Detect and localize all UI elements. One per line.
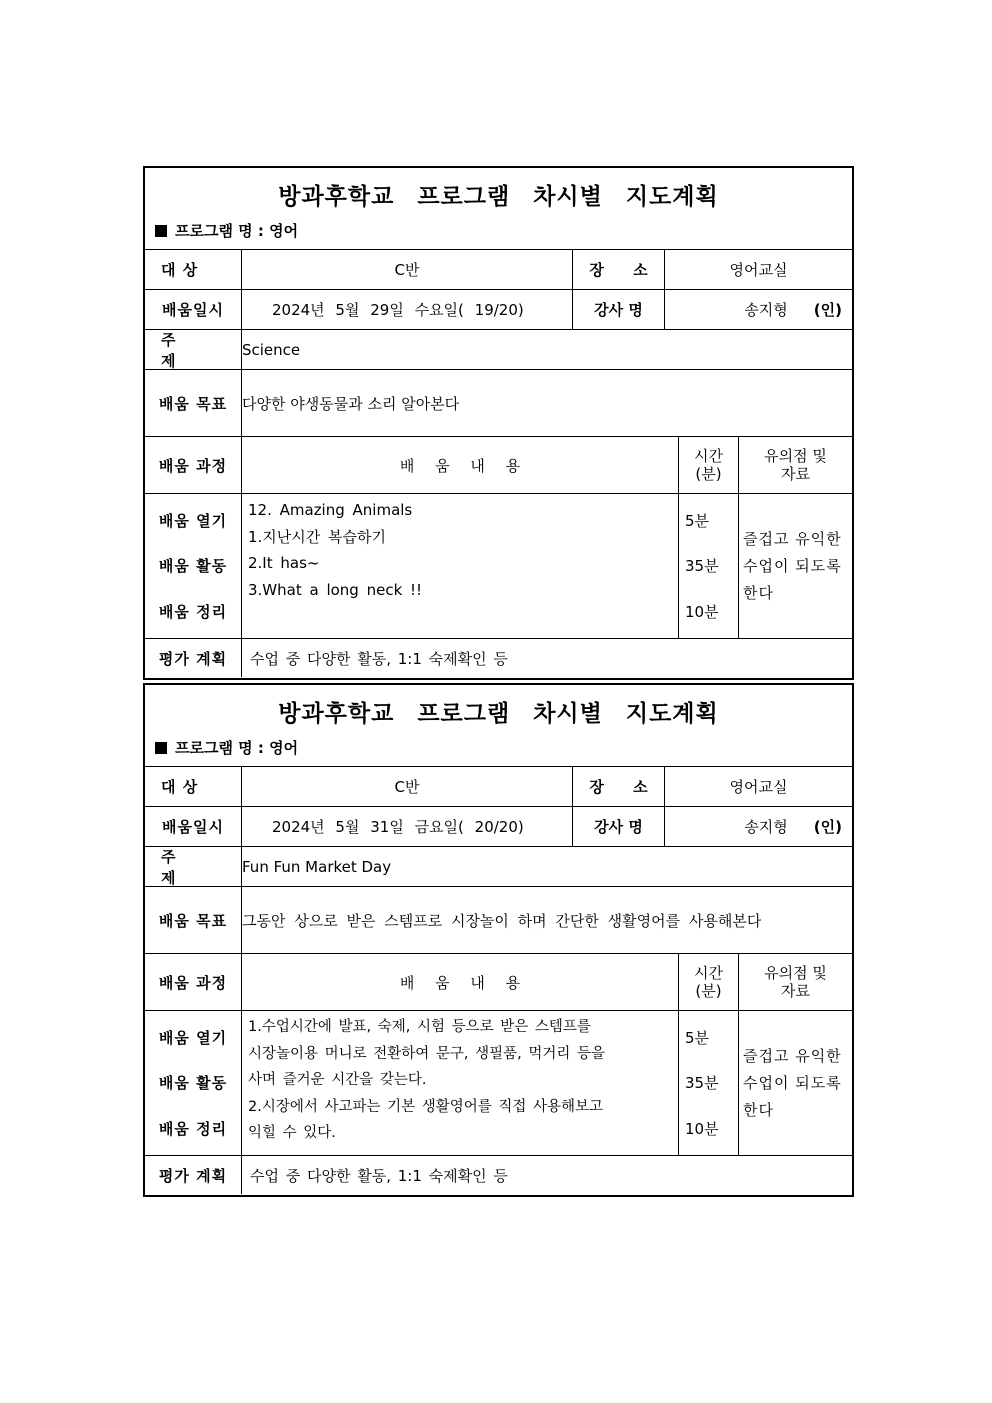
process-body-row <box>145 1011 852 1156</box>
target-row <box>145 250 852 290</box>
target-label-text: 대 상 <box>161 261 199 279</box>
time-list <box>679 494 739 638</box>
stage-close: 배움 정리 <box>158 1119 228 1138</box>
eval-value: 수업 중 다양한 활동, 1:1 숙제확인 등 <box>250 649 508 668</box>
time-list <box>679 1011 739 1155</box>
topic-label <box>145 847 242 886</box>
topic-value: Fun Fun Market Day <box>242 857 392 876</box>
activity-line: 12. Amazing Animals <box>248 501 413 519</box>
place-value: 영어교실 <box>729 778 788 796</box>
eval-label: 평가 계획 <box>145 1156 242 1194</box>
target-label <box>145 250 242 289</box>
stage-open: 배움 열기 <box>158 1029 228 1048</box>
program-name <box>155 737 298 758</box>
activity-line: 2.It has~ <box>248 554 320 572</box>
stage-open: 배움 열기 <box>158 512 228 531</box>
note-label-line1: 유의점 및 <box>764 447 827 465</box>
program-name <box>155 220 298 241</box>
seal-mark: (인) <box>813 301 842 319</box>
goal-row <box>145 370 852 437</box>
time-label <box>679 954 739 1010</box>
date-label: 배움일시 <box>145 807 242 846</box>
activity-list <box>242 1011 679 1155</box>
plan-header <box>145 168 852 250</box>
teacher-label: 강사 명 <box>573 807 665 846</box>
date-row <box>145 290 852 330</box>
goal-value: 그동안 상으로 받은 스템프로 시장놀이 하며 간단한 생활영어를 사용해본다 <box>242 911 762 930</box>
topic-label <box>145 330 242 369</box>
activity-list <box>242 494 679 638</box>
plan-header <box>145 685 852 767</box>
note-value: 즐겁고 유익한 수업이 되도록 한다 <box>743 1046 842 1119</box>
process-header-row <box>145 437 852 494</box>
target-value: C반 <box>242 767 573 806</box>
goal-label: 배움 목표 <box>145 887 242 953</box>
time-label-line2: (분) <box>695 982 722 1000</box>
note-label <box>739 437 852 493</box>
teacher-value <box>665 290 852 329</box>
process-header-row <box>145 954 852 1011</box>
target-value: C반 <box>242 250 573 289</box>
teacher-name: 송지형 <box>744 818 788 836</box>
time-open: 5분 <box>685 512 710 531</box>
square-bullet-icon <box>155 742 167 754</box>
goal-value: 다양한 야생동물과 소리 알아본다 <box>242 394 460 413</box>
eval-value: 수업 중 다양한 활동, 1:1 숙제확인 등 <box>250 1166 508 1185</box>
stage-list <box>145 494 242 638</box>
place-label: 장 소 <box>573 767 665 806</box>
date-value: 2024년 5월 29일 수요일( 19/20) <box>242 290 573 329</box>
time-activity: 35분 <box>685 1074 719 1093</box>
topic-label-text: 주 제 <box>161 847 177 886</box>
content-label: 배 움 내 용 <box>242 437 679 493</box>
target-label <box>145 767 242 806</box>
note-label <box>739 954 852 1010</box>
time-label-line1: 시간 <box>694 964 723 982</box>
lesson-plan-1 <box>143 166 854 680</box>
note-label-line1: 유의점 및 <box>764 964 827 982</box>
activity-line: 사며 즐거운 시간을 갖는다. <box>248 1072 427 1088</box>
time-close: 10분 <box>685 1119 719 1138</box>
stage-list <box>145 1011 242 1155</box>
process-label: 배움 과정 <box>145 437 242 493</box>
eval-label: 평가 계획 <box>145 639 242 677</box>
topic-row <box>145 847 852 887</box>
date-row <box>145 807 852 847</box>
note-label-line2: 자료 <box>781 982 810 1000</box>
topic-row <box>145 330 852 370</box>
activity-line: 1.수업시간에 발표, 숙제, 시험 등으로 받은 스템프를 <box>248 1019 591 1035</box>
content-label: 배 움 내 용 <box>242 954 679 1010</box>
stage-close: 배움 정리 <box>158 602 228 621</box>
plan-title: 방과후학교 프로그램 차시별 지도계획 <box>278 184 719 210</box>
target-row <box>145 767 852 807</box>
activity-line: 시장놀이용 머니로 전환하여 문구, 생필품, 먹거리 등을 <box>248 1045 606 1062</box>
time-open: 5분 <box>685 1029 710 1048</box>
eval-row <box>145 639 852 677</box>
stage-activity: 배움 활동 <box>158 1074 228 1093</box>
teacher-name: 송지형 <box>744 301 788 319</box>
target-label-text: 대 상 <box>161 778 199 796</box>
plan-title: 방과후학교 프로그램 차시별 지도계획 <box>278 701 719 727</box>
lesson-plan-2 <box>143 683 854 1197</box>
activity-line: 익힐 수 있다. <box>248 1125 336 1141</box>
eval-row <box>145 1156 852 1194</box>
process-label: 배움 과정 <box>145 954 242 1010</box>
date-value: 2024년 5월 31일 금요일( 20/20) <box>242 807 573 846</box>
place-value: 영어교실 <box>729 261 788 279</box>
time-label <box>679 437 739 493</box>
activity-line: 2.시장에서 사고파는 기본 생활영어를 직접 사용해보고 <box>248 1098 604 1115</box>
goal-row <box>145 887 852 954</box>
time-label-line2: (분) <box>695 465 722 483</box>
program-name-text: 프로그램 명 : 영어 <box>175 739 299 757</box>
date-label: 배움일시 <box>145 290 242 329</box>
teacher-value <box>665 807 852 846</box>
note-value: 즐겁고 유익한 수업이 되도록 한다 <box>743 529 842 602</box>
square-bullet-icon <box>155 225 167 237</box>
place-label: 장 소 <box>573 250 665 289</box>
stage-activity: 배움 활동 <box>158 557 228 576</box>
topic-value: Science <box>242 340 301 359</box>
note-label-line2: 자료 <box>781 465 810 483</box>
time-close: 10분 <box>685 602 719 621</box>
activity-line: 1.지난시간 복습하기 <box>248 527 387 546</box>
time-activity: 35분 <box>685 557 719 576</box>
teacher-label: 강사 명 <box>573 290 665 329</box>
process-body-row <box>145 494 852 639</box>
activity-line: 3.What a long neck !! <box>248 580 423 599</box>
seal-mark: (인) <box>813 818 842 836</box>
program-name-text: 프로그램 명 : 영어 <box>175 222 299 240</box>
goal-label: 배움 목표 <box>145 370 242 436</box>
topic-label-text: 주 제 <box>161 330 177 369</box>
time-label-line1: 시간 <box>694 447 723 465</box>
